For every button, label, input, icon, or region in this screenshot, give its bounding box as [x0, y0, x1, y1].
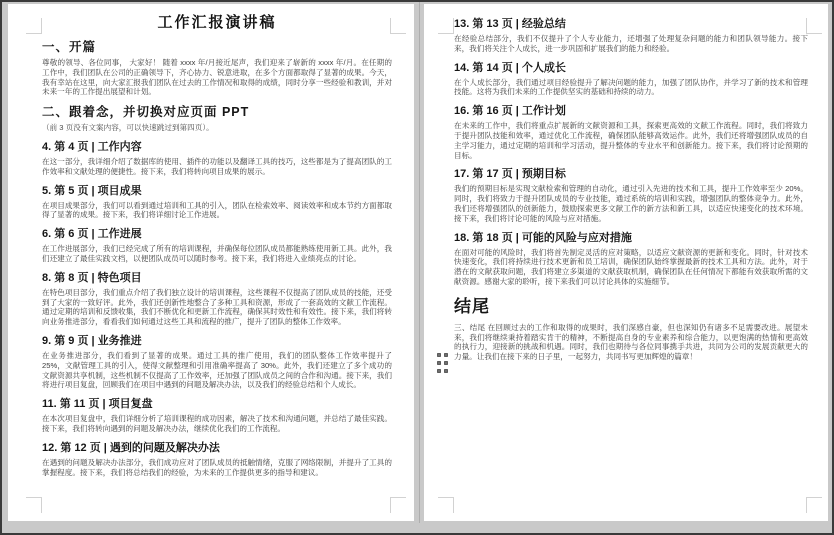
- section-page18: [454, 232, 808, 287]
- section-heading: 13. 第 13 页 | 经验总结: [454, 18, 566, 30]
- section-body: 在项目成果部分，我们可以看到通过培训和工具的引入，团队在检索效率、阅读效率和成本节约方面都取得了显著的成果。接下来，我们将详细讨论工作进展。: [42, 200, 392, 220]
- section-body: 我们的预期目标是实现文献检索和管理的自动化，通过引入先进的技术和工具，提升工作效率至少 20%。同时，我们将致力于提升团队成员的专业技能，通过系统的培训和实践，增强团队的整体竞争力。此外，我们还将增强团队的创新能力，鼓励探索更多文献工作的新方法和新工具，以适应快速变化的技术环境。接下来，我们将讨论可能的风险与应对措施。: [454, 184, 808, 223]
- section-body: 在工作进展部分，我们已经完成了所有的培训课程，并确保每位团队成员都能熟练使用新工具。此外，我们还建立了最佳实践文档，以便团队成员可以随时参考。接下来，我们将进入业绩亮点的讨论。: [42, 244, 392, 263]
- section-page12: [42, 442, 392, 478]
- section-opening: [42, 40, 392, 97]
- page-2-content: [424, 4, 828, 521]
- ending-heading: 结尾: [454, 296, 490, 316]
- section-page8: [42, 272, 392, 327]
- section-heading: 11. 第 11 页 | 项目复盘: [42, 398, 153, 411]
- section-heading: 二、跟着念，并切换对应页面 PPT: [42, 105, 250, 120]
- section-heading: 16. 第 16 页 | 工作计划: [454, 105, 566, 118]
- section-page5: [42, 185, 392, 221]
- section-heading: 8. 第 8 页 | 特色项目: [42, 271, 142, 284]
- section-body: 在业务推进部分，我们看到了显著的成果。通过工具的推广使用，我们的团队整体工作效率提升了 25%，文献管理工具的引入，使得文献整理和引用准确率提高了 30%。此外，我们还建立了多个成功的文献资源共享机制，这些机制不仅提高了工作效率，还加强了团队成员之间的合作和沟通。接下来，我们将进行项目复盘，回顾我们在项目中遇到的问题及解决办法，以及我们的经验总结和个人成长。: [42, 350, 392, 390]
- section-body: 在这一部分，我详细介绍了数据库的使用、插件的功能以及翻译工具的技巧，这些都是为了提高团队的工作效率和文献处理的便捷性。接下来，我们将转向项目成果的展示。: [42, 156, 392, 176]
- section-body: （前 3 页没有文案内容，可以快速跳过到第四页）。: [42, 123, 214, 133]
- section-ending: [454, 297, 808, 362]
- section-body: 在经验总结部分，我们不仅提升了个人专业能力，还增强了处理复杂问题的能力和团队领导能力。接下来，我们将关注个人成长，进一步巩固和扩展我们的能力和经验。: [454, 34, 808, 53]
- page-1: [8, 4, 414, 521]
- section-body: 在本次项目复盘中，我们详细分析了培训课程的成功因素，解决了技术和沟通问题，并总结了最佳实践。接下来，我们将转向遇到的问题及解决办法，继续优化我们的工作流程。: [42, 414, 392, 433]
- section-page14: [454, 62, 808, 98]
- section-page16: [454, 105, 808, 160]
- page-1-content: [8, 4, 414, 521]
- document-title: 工作汇报演讲稿: [157, 14, 277, 31]
- section-heading: 一、开篇: [42, 40, 97, 54]
- section-heading: 6. 第 6 页 | 工作进展: [42, 228, 142, 241]
- section-body: 在特色项目部分，我们重点介绍了我们独立设计的培训课程，这些课程不仅提高了团队成员的技能，还受到了大家的一致好评。此外，我们还创新性地整合了多种工具和资源，形成了一套高效的文献工作流程。通过定期的培训和反馈收集，我们不断优化和更新工作流程，确保其时效性和有效性。接下来，我们将转向业务推进部分，看看我们如何通过这些工具和流程的推广，提升了团队的整体工作效率。: [42, 287, 392, 327]
- section-heading: 17. 第 17 页 | 预期目标: [454, 168, 566, 181]
- section-page4: [42, 141, 392, 177]
- section-body: 尊敬的领导、各位同事， 大家好！ 随着 xxxx 年/月接近尾声，我们迎来了崭新的 xxxx 年/月。在任期的工作中，我们团队在公司的正确领导下，齐心协力、锐意进取，在多个方面都取得了显著的成果。今天，我有幸站在这里，向大家汇报我们团队在过去的工作情况和取得的成绩，同时分享一些经验和教训，并对未来一年的工作提出展望和计划。: [42, 58, 392, 97]
- section-page13: [454, 18, 808, 54]
- section-page17: [454, 168, 808, 223]
- section-page9: [42, 335, 392, 390]
- section-body: 在遇到的问题及解决办法部分，我们成功应对了团队成员的抵触情绪，克服了网络限制，并提升了工具的掌握程度。接下来，我们将总结我们的经验，为未来的工作提供更多的指导和建议。: [42, 457, 392, 477]
- section-follow-ppt: [42, 105, 392, 133]
- section-heading: 12. 第 12 页 | 遇到的问题及解决办法: [42, 441, 220, 454]
- section-body: 在个人成长部分，我们通过项目经验提升了解决问题的能力，加强了团队协作，并学习了新的技术和管理技能。这将为我们未来的工作提供坚实的基础和持续的动力。: [454, 77, 808, 97]
- page-gap-divider: [419, 2, 420, 523]
- section-heading: 14. 第 14 页 | 个人成长: [454, 61, 566, 74]
- section-heading: 5. 第 5 页 | 项目成果: [42, 184, 142, 197]
- section-page11: [42, 398, 392, 434]
- section-body: 在未来的工作中，我们将重点扩展新的文献资源和工具，探索更高效的文献工作流程。同时，我们将致力于提升团队技能和效率，通过优化工作流程，确保团队能够高效运作。此外，我们还将增强团队成员的自主学习能力，通过定期的培训和学习活动，提升整体的专业水平和创新能力。接下来，我们将讨论预期的目标。: [454, 121, 808, 160]
- section-heading: 9. 第 9 页 | 业务推进: [42, 334, 142, 347]
- section-body: 在面对可能的风险时，我们将首先制定灵活的应对策略，以适应文献资源的更新和变化。同时，针对技术快速变化，我们将持续进行技术更新和员工培训，确保团队始终掌握最新的技术工具和方法。此外，对于潜在的文献获取问题，我们将建立多渠道的文献获取机制，确保团队在任何情况下都能有效获取所需的文献资源。感谢大家的聆听，接下来我们可以讨论具体的实施细节。: [454, 247, 808, 286]
- section-heading: 4. 第 4 页 | 工作内容: [42, 140, 142, 153]
- section-page6: [42, 228, 392, 264]
- page-2: [424, 4, 828, 521]
- section-heading: 18. 第 18 页 | 可能的风险与应对措施: [454, 231, 632, 244]
- ending-body: 三、结尾 在回顾过去的工作和取得的成果时，我们深感自豪，但也深知仍有诸多不足需要改进。展望未来，我们将继续秉持着踏实肯干的精神，不断提高自身的专业素养和综合能力，以更饱满的热情和更高效的执行力，迎接新的挑战和机遇。同时，我们也期待与各位同事携手共进，共同为公司的发展贡献更大的力量。让我们在接下来的日子里，一起努力，共同书写更加辉煌的篇章！: [454, 322, 808, 362]
